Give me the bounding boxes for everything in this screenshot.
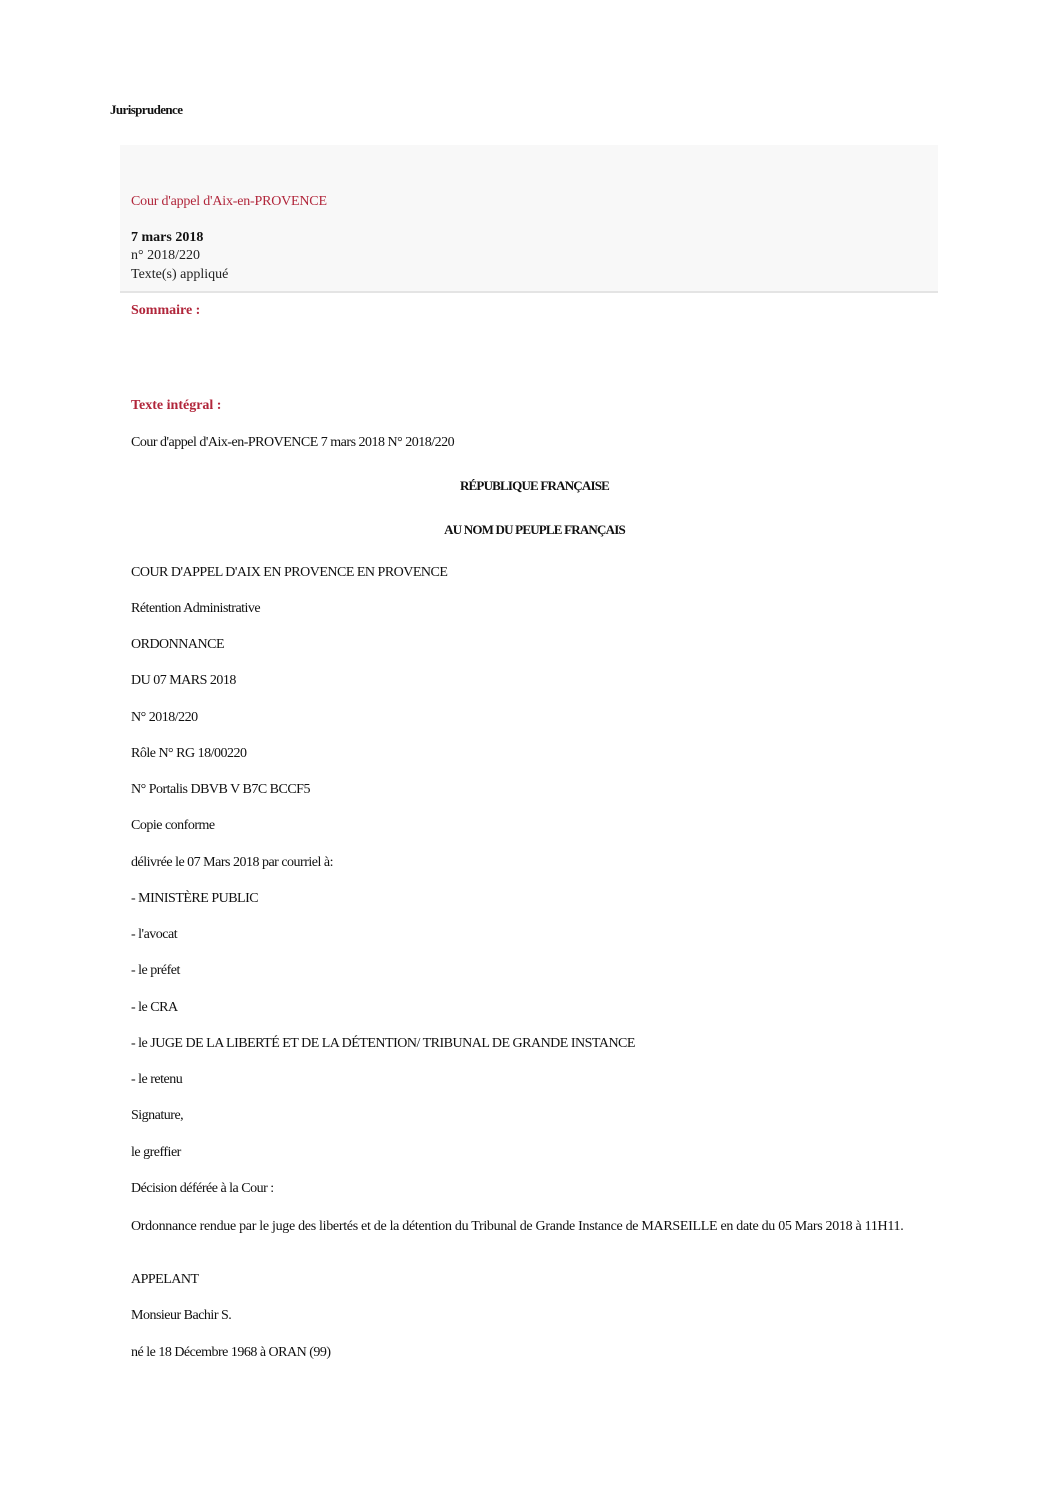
- body-line: ORDONNANCE: [131, 637, 224, 652]
- court-name: Cour d'appel d'Aix-en-PROVENCE: [131, 194, 327, 209]
- body-line: Signature,: [131, 1108, 184, 1123]
- body-line: - MINISTÈRE PUBLIC: [131, 891, 259, 906]
- body-line: - le préfet: [131, 963, 180, 978]
- intro-line: Cour d'appel d'Aix-en-PROVENCE 7 mars 2018 N° 2018/220: [131, 435, 455, 450]
- texte-integral-heading: Texte intégral :: [131, 398, 222, 413]
- body-line: N° Portalis DBVB V B7C BCCF5: [131, 782, 310, 797]
- body-line: Décision déférée à la Cour :: [131, 1181, 274, 1196]
- decision-date: 7 mars 2018: [131, 230, 204, 245]
- appelant-birth: né le 18 Décembre 1968 à ORAN (99): [131, 1345, 331, 1360]
- body-line: - l'avocat: [131, 927, 178, 942]
- body-line: - le retenu: [131, 1072, 183, 1087]
- appelant-label: APPELANT: [131, 1272, 199, 1287]
- document-label: Jurisprudence: [110, 102, 183, 117]
- decision-header: [120, 145, 938, 293]
- body-line: le greffier: [131, 1145, 181, 1160]
- republique-heading: RÉPUBLIQUE FRANÇAISE: [459, 478, 610, 493]
- appelant-name: Monsieur Bachir S.: [131, 1308, 232, 1323]
- au-nom-heading: AU NOM DU PEUPLE FRANÇAIS: [444, 522, 625, 537]
- body-line: Copie conforme: [131, 818, 215, 833]
- body-line: Rétention Administrative: [131, 601, 261, 616]
- body-line: - le CRA: [131, 1000, 178, 1015]
- body-line: N° 2018/220: [131, 710, 198, 725]
- texts-applied: Texte(s) appliqué: [131, 267, 229, 282]
- body-line: COUR D'APPEL D'AIX EN PROVENCE EN PROVENCE: [131, 565, 448, 580]
- body-line: - le JUGE DE LA LIBERTÉ ET DE LA DÉTENTION/ TRIBUNAL DE GRANDE INSTANCE: [131, 1036, 635, 1051]
- body-line: DU 07 MARS 2018: [131, 673, 236, 688]
- decision-number: n° 2018/220: [131, 248, 200, 263]
- body-line: Rôle N° RG 18/00220: [131, 746, 247, 761]
- sommaire-heading: Sommaire :: [131, 303, 201, 318]
- ordonnance-paragraph: Ordonnance rendue par le juge des libertés et de la détention du Tribunal de Grande Instance de MARSEILLE en date du 05 Mars 2018 à 11H11.: [131, 1219, 904, 1234]
- body-line: délivrée le 07 Mars 2018 par courriel à:: [131, 855, 333, 870]
